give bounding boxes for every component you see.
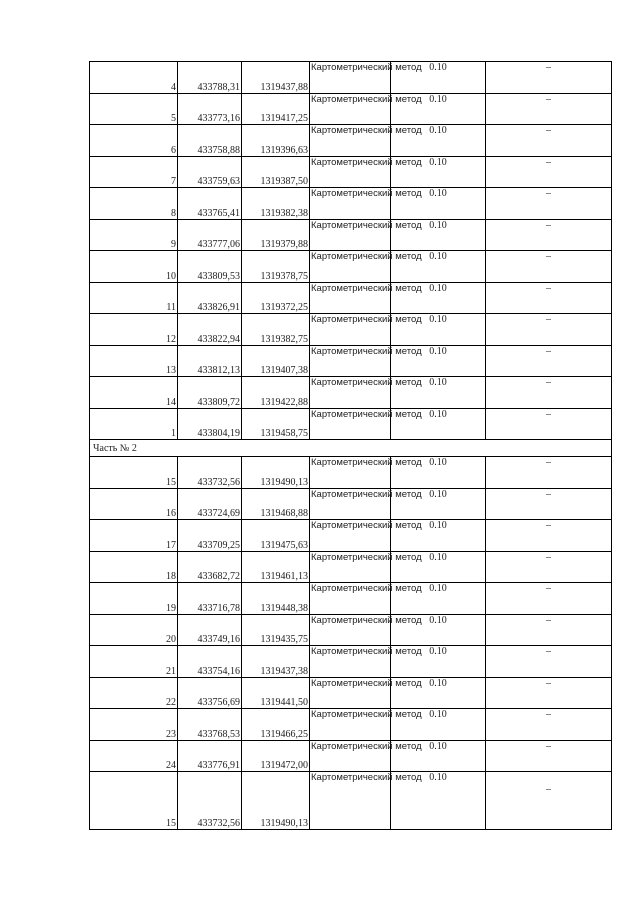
table-row [90, 345, 612, 377]
coord-x-cell: 433709,25 [178, 520, 242, 552]
coord-y-cell: 1319379,88 [242, 219, 310, 251]
description-cell: – [486, 551, 612, 583]
method-cell: Картометрический метод [310, 740, 391, 772]
method-cell: Картометрический метод [310, 709, 391, 741]
point-number-cell: 4 [90, 62, 178, 94]
coord-y-cell: 1319490,13 [242, 772, 310, 830]
method-cell: Картометрический метод [310, 125, 391, 157]
description-cell: – [486, 488, 612, 520]
accuracy-cell: 0.10 [391, 282, 486, 314]
coord-x-cell: 433776,91 [178, 740, 242, 772]
coord-x-cell: 433759,63 [178, 156, 242, 188]
table-row [90, 677, 612, 709]
accuracy-cell: 0.10 [391, 551, 486, 583]
accuracy-cell: 0.10 [391, 345, 486, 377]
point-number-cell: 7 [90, 156, 178, 188]
coord-x-cell: 433812,13 [178, 345, 242, 377]
description-cell: – [486, 282, 612, 314]
accuracy-cell: 0.10 [391, 93, 486, 125]
point-number-cell: 17 [90, 520, 178, 552]
table-row [90, 62, 612, 94]
description-cell: – [486, 457, 612, 489]
coord-y-cell: 1319472,00 [242, 740, 310, 772]
coord-y-cell: 1319441,50 [242, 677, 310, 709]
point-number-cell: 13 [90, 345, 178, 377]
point-number-cell: 5 [90, 93, 178, 125]
description-cell: – [486, 93, 612, 125]
coord-x-cell: 433732,56 [178, 457, 242, 489]
method-cell: Картометрический метод [310, 646, 391, 678]
point-number-cell: 20 [90, 614, 178, 646]
part-label: Часть № 2 [90, 440, 612, 457]
accuracy-cell: 0.10 [391, 219, 486, 251]
method-cell: Картометрический метод [310, 551, 391, 583]
description-cell: – [486, 377, 612, 409]
point-number-cell: 16 [90, 488, 178, 520]
coord-y-cell: 1319387,50 [242, 156, 310, 188]
coord-y-cell: 1319466,25 [242, 709, 310, 741]
coord-x-cell: 433754,16 [178, 646, 242, 678]
coord-x-cell: 433756,69 [178, 677, 242, 709]
point-number-cell: 15 [90, 772, 178, 830]
point-number-cell: 24 [90, 740, 178, 772]
coord-x-cell: 433826,91 [178, 282, 242, 314]
coord-y-cell: 1319437,38 [242, 646, 310, 678]
accuracy-cell: 0.10 [391, 251, 486, 283]
coord-y-cell: 1319372,25 [242, 282, 310, 314]
description-cell: – [486, 188, 612, 220]
description-cell: – [486, 614, 612, 646]
coord-y-cell: 1319417,25 [242, 93, 310, 125]
description-cell: – [486, 345, 612, 377]
coord-x-cell: 433732,56 [178, 772, 242, 830]
method-cell: Картометрический метод [310, 219, 391, 251]
accuracy-cell: 0.10 [391, 314, 486, 346]
point-number-cell: 21 [90, 646, 178, 678]
method-cell: Картометрический метод [310, 488, 391, 520]
coord-x-cell: 433809,72 [178, 377, 242, 409]
description-cell: – [486, 520, 612, 552]
coord-x-cell: 433758,88 [178, 125, 242, 157]
coord-x-cell: 433788,31 [178, 62, 242, 94]
accuracy-cell: 0.10 [391, 677, 486, 709]
accuracy-cell: 0.10 [391, 377, 486, 409]
point-number-cell: 15 [90, 457, 178, 489]
table-row [90, 251, 612, 283]
table-row [90, 614, 612, 646]
point-number-cell: 22 [90, 677, 178, 709]
accuracy-cell: 0.10 [391, 62, 486, 94]
point-number-cell: 8 [90, 188, 178, 220]
coord-y-cell: 1319458,75 [242, 408, 310, 440]
description-cell: – [486, 62, 612, 94]
accuracy-cell: 0.10 [391, 457, 486, 489]
coord-x-cell: 433768,53 [178, 709, 242, 741]
description-cell: – [486, 251, 612, 283]
point-number-cell: 19 [90, 583, 178, 615]
accuracy-cell: 0.10 [391, 646, 486, 678]
description-cell: – [486, 772, 612, 830]
table-row [90, 377, 612, 409]
accuracy-cell: 0.10 [391, 408, 486, 440]
method-cell: Картометрический метод [310, 93, 391, 125]
description-cell: – [486, 408, 612, 440]
method-cell: Картометрический метод [310, 520, 391, 552]
point-number-cell: 1 [90, 408, 178, 440]
point-number-cell: 18 [90, 551, 178, 583]
table-row [90, 125, 612, 157]
point-number-cell: 6 [90, 125, 178, 157]
point-number-cell: 23 [90, 709, 178, 741]
coord-x-cell: 433765,41 [178, 188, 242, 220]
coord-x-cell: 433822,94 [178, 314, 242, 346]
table-row [90, 488, 612, 520]
coord-y-cell: 1319396,63 [242, 125, 310, 157]
description-cell: – [486, 677, 612, 709]
table-row [90, 740, 612, 772]
description-cell: – [486, 314, 612, 346]
point-number-cell: 12 [90, 314, 178, 346]
coord-x-cell: 433749,16 [178, 614, 242, 646]
coord-x-cell: 433773,16 [178, 93, 242, 125]
coord-y-cell: 1319407,38 [242, 345, 310, 377]
accuracy-cell: 0.10 [391, 125, 486, 157]
method-cell: Картометрический метод [310, 677, 391, 709]
table-row [90, 551, 612, 583]
part-row [90, 440, 612, 457]
coord-y-cell: 1319448,38 [242, 583, 310, 615]
description-cell: – [486, 125, 612, 157]
point-number-cell: 11 [90, 282, 178, 314]
coord-x-cell: 433724,69 [178, 488, 242, 520]
method-cell: Картометрический метод [310, 314, 391, 346]
table-row [90, 583, 612, 615]
method-cell: Картометрический метод [310, 282, 391, 314]
accuracy-cell: 0.10 [391, 772, 486, 830]
coord-x-cell: 433682,72 [178, 551, 242, 583]
table-row [90, 457, 612, 489]
coord-x-cell: 433809,53 [178, 251, 242, 283]
coordinates-table-body [90, 62, 612, 830]
accuracy-cell: 0.10 [391, 156, 486, 188]
method-cell: Картометрический метод [310, 345, 391, 377]
method-cell: Картометрический метод [310, 408, 391, 440]
coord-y-cell: 1319378,75 [242, 251, 310, 283]
coord-x-cell: 433777,06 [178, 219, 242, 251]
accuracy-cell: 0.10 [391, 188, 486, 220]
table-row [90, 520, 612, 552]
description-cell: – [486, 709, 612, 741]
coord-y-cell: 1319468,88 [242, 488, 310, 520]
point-number-cell: 14 [90, 377, 178, 409]
table-row [90, 709, 612, 741]
coordinates-table [89, 61, 612, 830]
coord-y-cell: 1319490,13 [242, 457, 310, 489]
method-cell: Картометрический метод [310, 772, 391, 830]
method-cell: Картометрический метод [310, 583, 391, 615]
table-row [90, 646, 612, 678]
accuracy-cell: 0.10 [391, 583, 486, 615]
method-cell: Картометрический метод [310, 377, 391, 409]
accuracy-cell: 0.10 [391, 488, 486, 520]
description-cell: – [486, 219, 612, 251]
table-row [90, 188, 612, 220]
coord-y-cell: 1319461,13 [242, 551, 310, 583]
description-cell: – [486, 740, 612, 772]
description-cell: – [486, 646, 612, 678]
description-cell: – [486, 156, 612, 188]
coord-y-cell: 1319382,38 [242, 188, 310, 220]
coord-y-cell: 1319422,88 [242, 377, 310, 409]
coord-x-cell: 433716,78 [178, 583, 242, 615]
coord-y-cell: 1319475,63 [242, 520, 310, 552]
method-cell: Картометрический метод [310, 62, 391, 94]
accuracy-cell: 0.10 [391, 740, 486, 772]
coord-y-cell: 1319435,75 [242, 614, 310, 646]
table-row [90, 314, 612, 346]
method-cell: Картометрический метод [310, 188, 391, 220]
point-number-cell: 10 [90, 251, 178, 283]
method-cell: Картометрический метод [310, 251, 391, 283]
table-row [90, 219, 612, 251]
accuracy-cell: 0.10 [391, 709, 486, 741]
accuracy-cell: 0.10 [391, 520, 486, 552]
coord-y-cell: 1319382,75 [242, 314, 310, 346]
method-cell: Картометрический метод [310, 156, 391, 188]
table-row [90, 772, 612, 830]
accuracy-cell: 0.10 [391, 614, 486, 646]
coord-x-cell: 433804,19 [178, 408, 242, 440]
method-cell: Картометрический метод [310, 614, 391, 646]
method-cell: Картометрический метод [310, 457, 391, 489]
coord-y-cell: 1319437,88 [242, 62, 310, 94]
table-row [90, 282, 612, 314]
point-number-cell: 9 [90, 219, 178, 251]
table-row [90, 156, 612, 188]
table-row [90, 408, 612, 440]
table-row [90, 93, 612, 125]
description-cell: – [486, 583, 612, 615]
